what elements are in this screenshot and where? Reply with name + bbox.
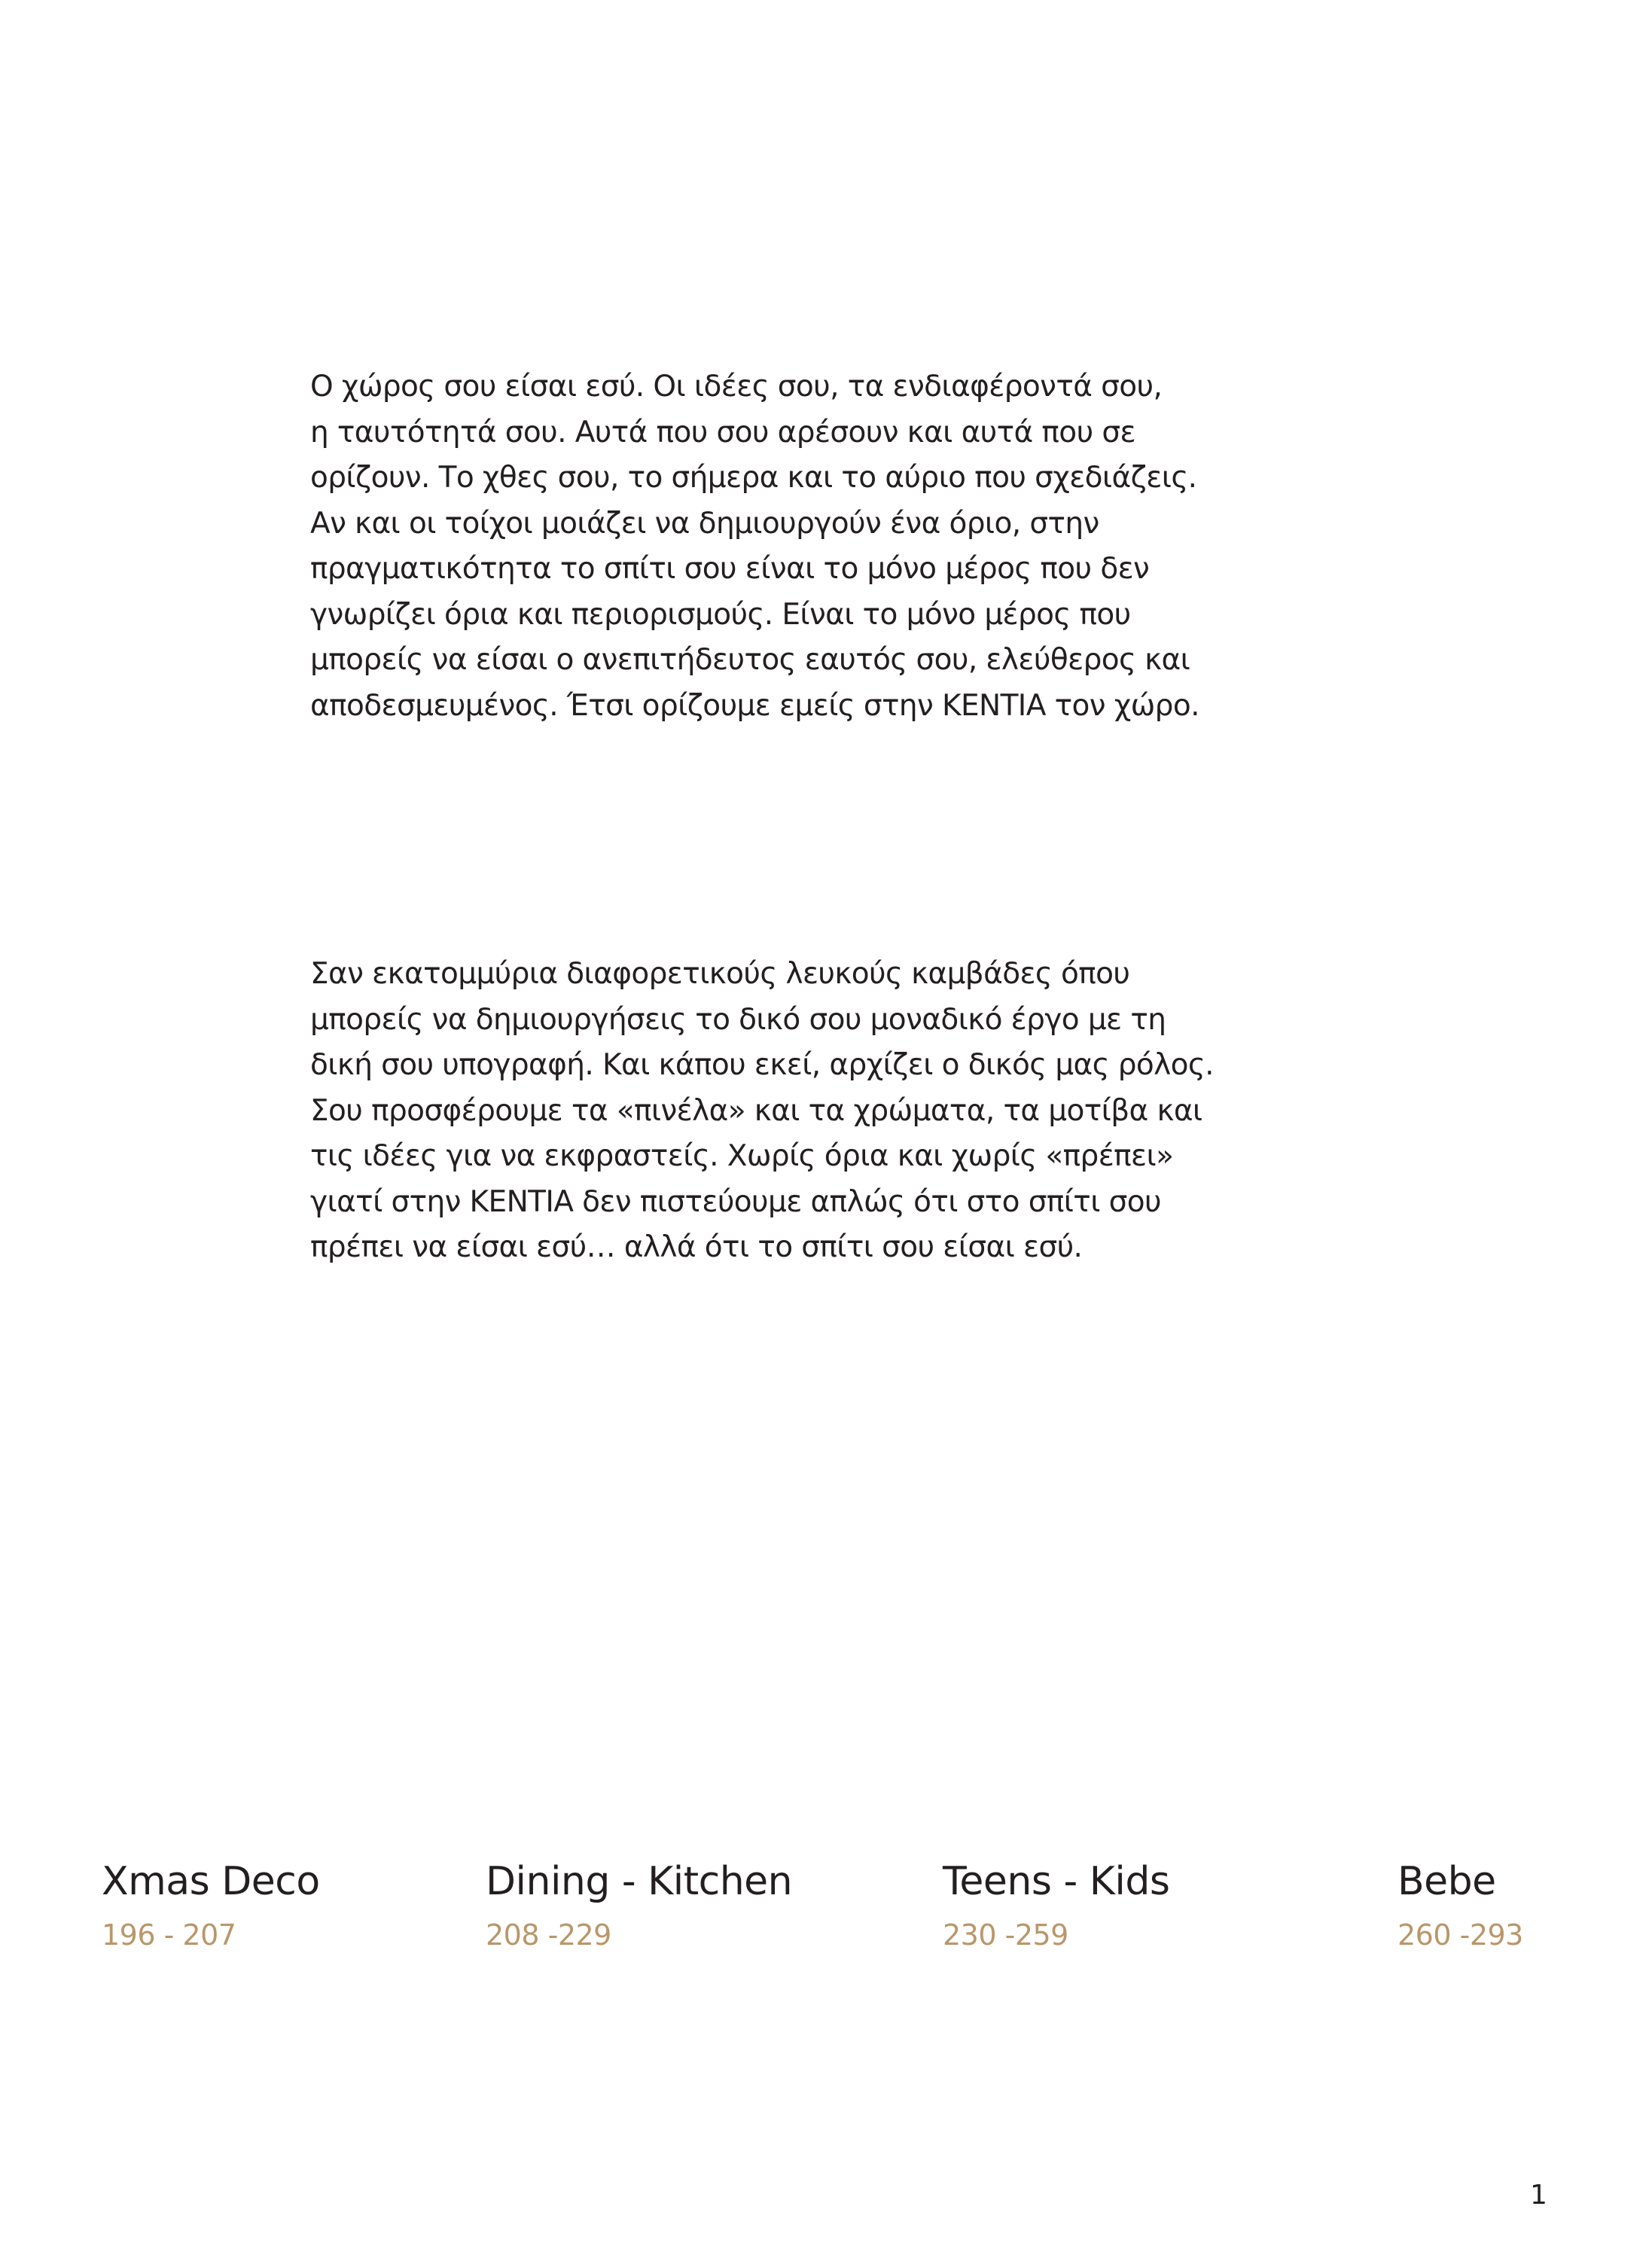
section-entry-bebe[interactable]	[1397, 1857, 1523, 1953]
intro-line: Σου προσφέρουμε τα «πινέλα» και τα χρώματα, τα μοτίβα και	[310, 1093, 1202, 1128]
section-name: Teens - Kids	[943, 1859, 1170, 1904]
section-entry-teens-kids[interactable]	[943, 1857, 1169, 1953]
intro-line: δική σου υπογραφή. Και κάπου εκεί, αρχίζει ο δικός μας ρόλος.	[310, 1048, 1214, 1082]
intro-line: μπορείς να δημιουργήσεις το δικό σου μοναδικό έργο με τη	[310, 1002, 1166, 1037]
intro-line: η ταυτότητά σου. Αυτά που σου αρέσουν και αυτά που σε	[310, 415, 1135, 449]
section-page-range: 230 -259	[943, 1918, 1068, 1952]
intro-line: γνωρίζει όρια και περιορισμούς. Είναι το μόνο μέρος που	[310, 597, 1131, 632]
intro-line: Ο χώρος σου είσαι εσύ. Οι ιδέες σου, τα ενδιαφέροντά σου,	[310, 370, 1163, 404]
section-entry-dining-kitchen[interactable]	[486, 1857, 792, 1953]
section-index	[0, 1857, 1652, 1977]
intro-line: μπορείς να είσαι ο ανεπιτήδευτος εαυτός σου, ελεύθερος και	[310, 643, 1190, 677]
intro-line: Σαν εκατομμύρια διαφορετικούς λευκούς καμβάδες όπου	[310, 957, 1130, 991]
page-number: 1	[1530, 2180, 1547, 2211]
intro-line: τις ιδέες για να εκφραστείς. Χωρίς όρια και χωρίς «πρέπει»	[310, 1139, 1174, 1173]
intro-line: γιατί στην KENTIA δεν πιστεύουμε απλώς ότι στο σπίτι σου	[310, 1184, 1161, 1219]
section-page-range: 208 -229	[486, 1918, 611, 1952]
section-name: Bebe	[1397, 1859, 1496, 1904]
section-page-range: 196 - 207	[102, 1918, 236, 1952]
section-name: Dining - Kitchen	[486, 1859, 793, 1904]
intro-line: πραγματικότητα το σπίτι σου είναι το μόνο μέρος που δεν	[310, 552, 1150, 586]
intro-line: αποδεσμευμένος. Έτσι ορίζουμε εμείς στην KENTIA τον χώρο.	[310, 688, 1199, 723]
section-page-range: 260 -293	[1397, 1918, 1523, 1952]
intro-line: πρέπει να είσαι εσύ… αλλά ότι το σπίτι σου είσαι εσύ.	[310, 1230, 1083, 1264]
intro-line: ορίζουν. Το χθες σου, το σήμερα και το αύριο που σχεδιάζεις.	[310, 461, 1197, 495]
intro-paragraph	[310, 364, 1274, 729]
section-entry-xmas-deco[interactable]	[102, 1857, 320, 1953]
intro-paragraph	[310, 952, 1274, 1271]
intro-line: Αν και οι τοίχοι μοιάζει να δημιουργούν ένα όριο, στην	[310, 506, 1099, 541]
section-name: Xmas Deco	[102, 1859, 320, 1904]
